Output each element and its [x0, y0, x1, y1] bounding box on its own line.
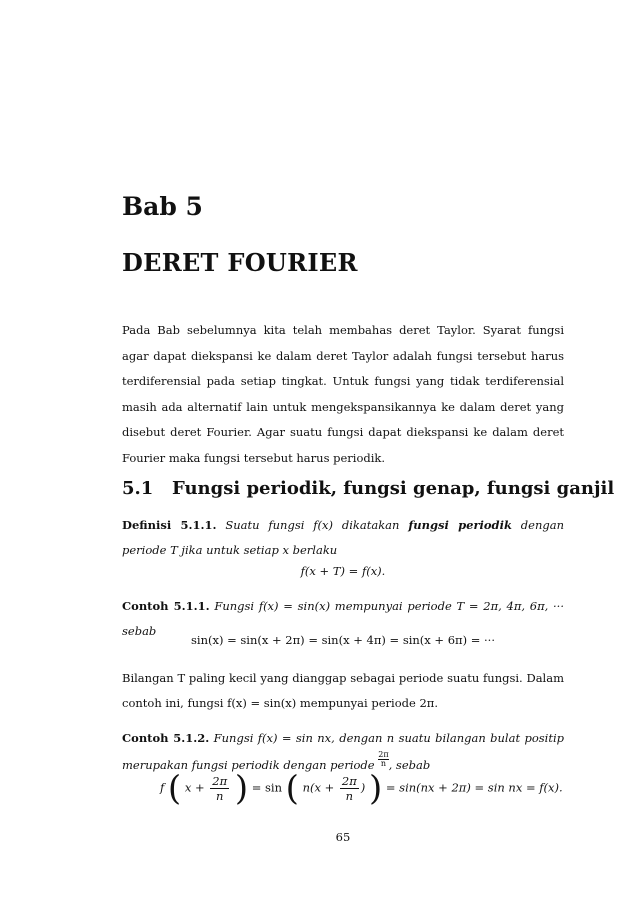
eq-fraction-2-numerator: 2π — [341, 774, 357, 788]
example1-text: Fungsi f(x) = sin(x) mempunyai periode T = 2π, 4π, 6π, ··· sebab — [122, 599, 564, 638]
eq-fraction-2-denominator: n — [345, 789, 354, 803]
eq-n-x-plus: n(x + — [302, 780, 335, 795]
example2-equation — [160, 768, 563, 809]
eq-right-paren-2: ) — [368, 768, 383, 809]
definition-block — [122, 513, 564, 563]
eq-fraction-2 — [340, 774, 359, 803]
period-fraction — [378, 751, 388, 768]
eq-inner-close: ) — [360, 780, 366, 795]
page-number: 65 — [335, 830, 351, 844]
chapter-title: DERET FOURIER — [122, 248, 358, 277]
section-number: 5.1 — [122, 478, 154, 499]
period-fraction-denominator: n — [380, 759, 387, 768]
example1-label: Contoh 5.1.1. — [122, 599, 210, 613]
definition-label: Definisi 5.1.1. — [122, 518, 217, 532]
period-fraction-numerator: 2π — [378, 750, 389, 759]
eq-fraction-1 — [210, 774, 229, 803]
eq-tail: = sin(nx + 2π) = sin nx = f(x). — [385, 780, 563, 795]
section-heading — [122, 478, 615, 499]
eq-right-paren: ) — [234, 768, 249, 809]
example2-block — [122, 726, 564, 778]
eq-fraction-1-denominator: n — [216, 789, 224, 803]
definition-text-b: dengan periode T jika untuk setiap x berlaku — [122, 518, 564, 557]
eq-f: f — [160, 780, 165, 795]
definition-equation: f(x + T) = f(x). — [300, 564, 386, 578]
definition-text-a: Suatu fungsi f(x) dikatakan — [225, 518, 400, 532]
example2-text-a: Fungsi f(x) = sin nx, dengan n suatu bilangan bulat positip merupakan fungsi periodik dengan periode — [122, 731, 564, 772]
intro-paragraph: Pada Bab sebelumnya kita telah membahas deret Taylor. Syarat fungsi agar dapat diekspansi ke dalam deret Taylor adalah fungsi tersebut harus terdiferensial pada setiap tingkat. Untuk fungsi yang tidak terdiferensial masih ada alternatif lain untuk mengekspansikannya ke dalam deret yang disebut deret Fourier. Agar suatu fungsi dapat diekspansi ke dalam deret Fourier maka fungsi tersebut harus periodik. — [122, 323, 564, 465]
eq-equals-sin: = sin — [251, 780, 283, 795]
eq-x-plus: x + — [184, 780, 205, 795]
example2-text-b: , sebab — [388, 758, 431, 772]
example1-equation: sin(x) = sin(x + 2π) = sin(x + 4π) = sin(x + 6π) = ··· — [191, 633, 495, 647]
chapter-label: Bab 5 — [122, 192, 203, 221]
section-title: Fungsi periodik, fungsi genap, fungsi ganjil — [172, 478, 615, 499]
eq-left-paren: ( — [167, 768, 182, 809]
remark-paragraph: Bilangan T paling kecil yang dianggap sebagai periode suatu fungsi. Dalam contoh ini, fungsi f(x) = sin(x) mempunyai periode 2π. — [122, 671, 564, 710]
eq-left-paren-2: ( — [285, 768, 299, 809]
eq-fraction-1-numerator: 2π — [212, 774, 228, 788]
definition-term: fungsi periodik — [408, 518, 512, 532]
example2-label: Contoh 5.1.2. — [122, 731, 210, 745]
